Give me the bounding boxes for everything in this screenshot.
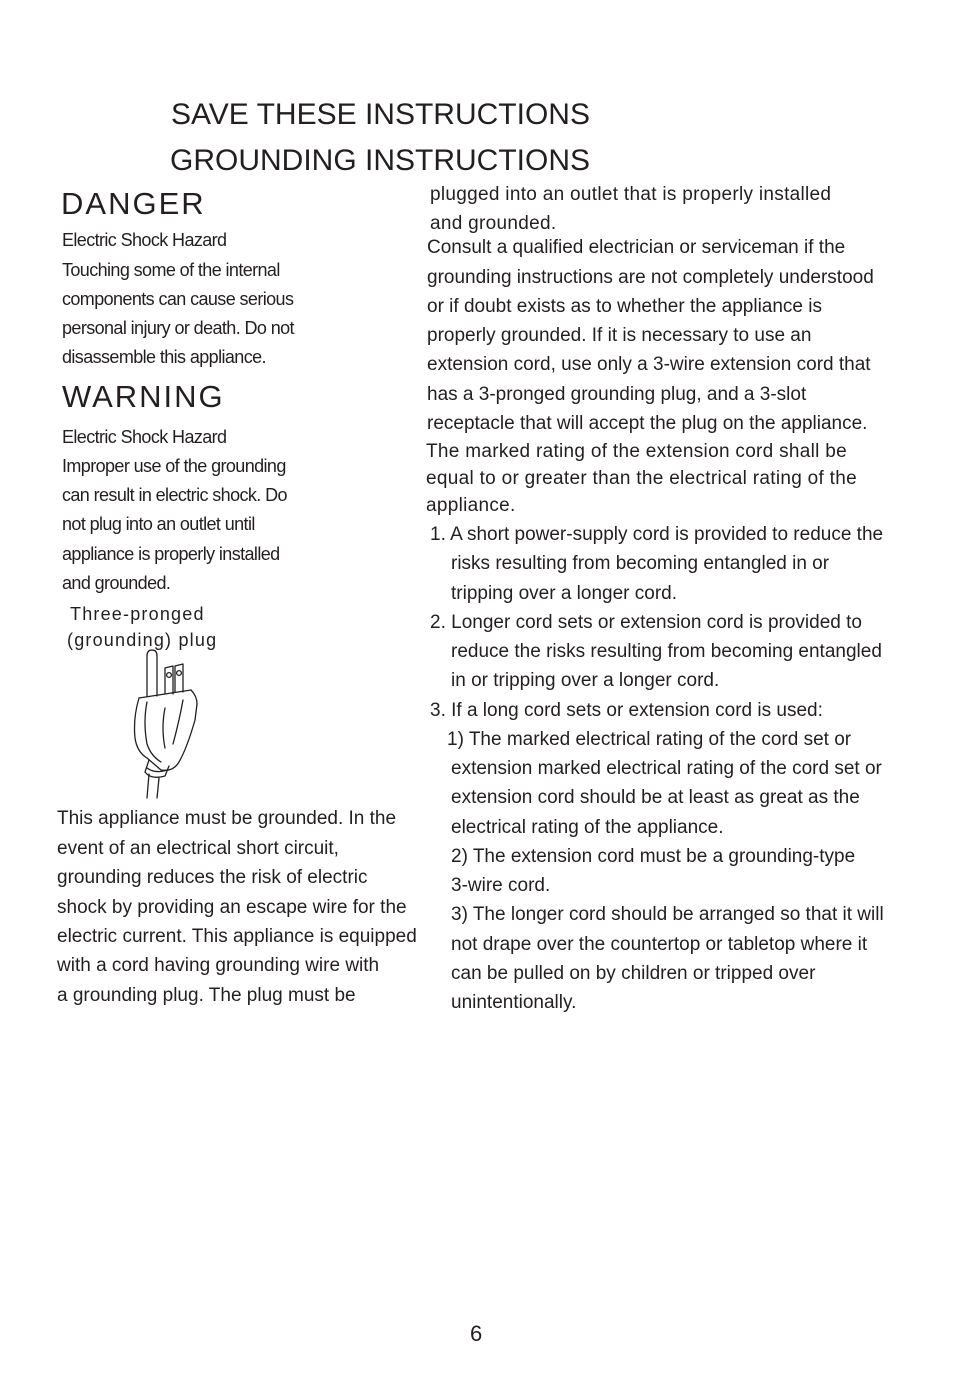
three-pronged-plug-icon	[125, 648, 205, 800]
list-item: 1) The marked electrical rating of the cord set or	[447, 729, 852, 750]
list-item: can be pulled on by children or tripped over	[451, 963, 816, 984]
left-body-line: with a cord having grounding wire with	[57, 955, 380, 976]
consult-line: Consult a qualified electrician or serviceman if the	[427, 237, 846, 258]
save-instructions-heading: SAVE THESE INSTRUCTIONS	[171, 98, 590, 131]
list-item: 2) The extension cord must be a grounding-type	[451, 846, 856, 867]
right-top-line: and grounded.	[430, 213, 557, 234]
danger-line: Touching some of the internal	[62, 260, 280, 280]
consult-line: grounding instructions are not completely understood	[427, 267, 874, 288]
list-item: 3-wire cord.	[451, 875, 551, 896]
warning-line: Improper use of the grounding	[62, 456, 286, 476]
warning-line: Electric Shock Hazard	[62, 427, 227, 447]
right-top-line: plugged into an outlet that is properly installed	[430, 184, 832, 205]
consult-line: properly grounded. If it is necessary to use an	[427, 325, 812, 346]
list-item: not drape over the countertop or tabletop where it	[451, 934, 868, 955]
plug-caption-line-2: (grounding) plug	[67, 630, 218, 650]
left-body-line: This appliance must be grounded. In the	[57, 808, 397, 829]
list-item: 2. Longer cord sets or extension cord is provided to	[430, 612, 862, 633]
rating-line: The marked rating of the extension cord shall be	[426, 441, 848, 462]
rating-line: appliance.	[426, 495, 516, 516]
warning-line: appliance is properly installed	[62, 544, 280, 564]
warning-title: WARNING	[62, 379, 225, 414]
page-number: 6	[470, 1321, 483, 1346]
list-item: 1. A short power-supply cord is provided to reduce the	[430, 524, 884, 545]
consult-line: or if doubt exists as to whether the appliance is	[427, 296, 823, 317]
list-item: tripping over a longer cord.	[451, 583, 678, 604]
warning-line: and grounded.	[62, 573, 171, 593]
list-item: 3. If a long cord sets or extension cord is used:	[430, 700, 823, 721]
rating-line: equal to or greater than the electrical rating of the	[426, 468, 857, 489]
left-body-line: a grounding plug. The plug must be	[57, 985, 356, 1006]
warning-line: can result in electric shock. Do	[62, 485, 287, 505]
list-item: reduce the risks resulting from becoming entangled	[451, 641, 882, 662]
list-item: risks resulting from becoming entangled in or	[451, 553, 830, 574]
left-body-line: shock by providing an escape wire for the	[57, 897, 407, 918]
left-body-line: grounding reduces the risk of electric	[57, 867, 368, 888]
list-item: unintentionally.	[451, 992, 577, 1013]
danger-title: DANGER	[61, 186, 206, 221]
plug-caption-line-1: Three-pronged	[70, 604, 205, 624]
list-item: electrical rating of the appliance.	[451, 817, 724, 838]
list-item: in or tripping over a longer cord.	[451, 670, 720, 691]
danger-line: disassemble this appliance.	[62, 347, 266, 367]
consult-line: extension cord, use only a 3-wire extension cord that	[427, 354, 871, 375]
warning-line: not plug into an outlet until	[62, 514, 255, 534]
left-body-line: electric current. This appliance is equipped	[57, 926, 417, 947]
consult-line: receptacle that will accept the plug on the appliance.	[427, 413, 868, 434]
consult-line: has a 3-pronged grounding plug, and a 3-slot	[427, 384, 807, 405]
left-body-line: event of an electrical short circuit,	[57, 838, 339, 859]
danger-line: Electric Shock Hazard	[62, 230, 227, 250]
list-item: extension cord should be at least as great as the	[451, 787, 860, 808]
danger-line: personal injury or death. Do not	[62, 318, 294, 338]
danger-line: components can cause serious	[62, 289, 294, 309]
list-item: extension marked electrical rating of the cord set or	[451, 758, 882, 779]
list-item: 3) The longer cord should be arranged so that it will	[451, 904, 884, 925]
grounding-instructions-heading: GROUNDING INSTRUCTIONS	[170, 144, 590, 177]
